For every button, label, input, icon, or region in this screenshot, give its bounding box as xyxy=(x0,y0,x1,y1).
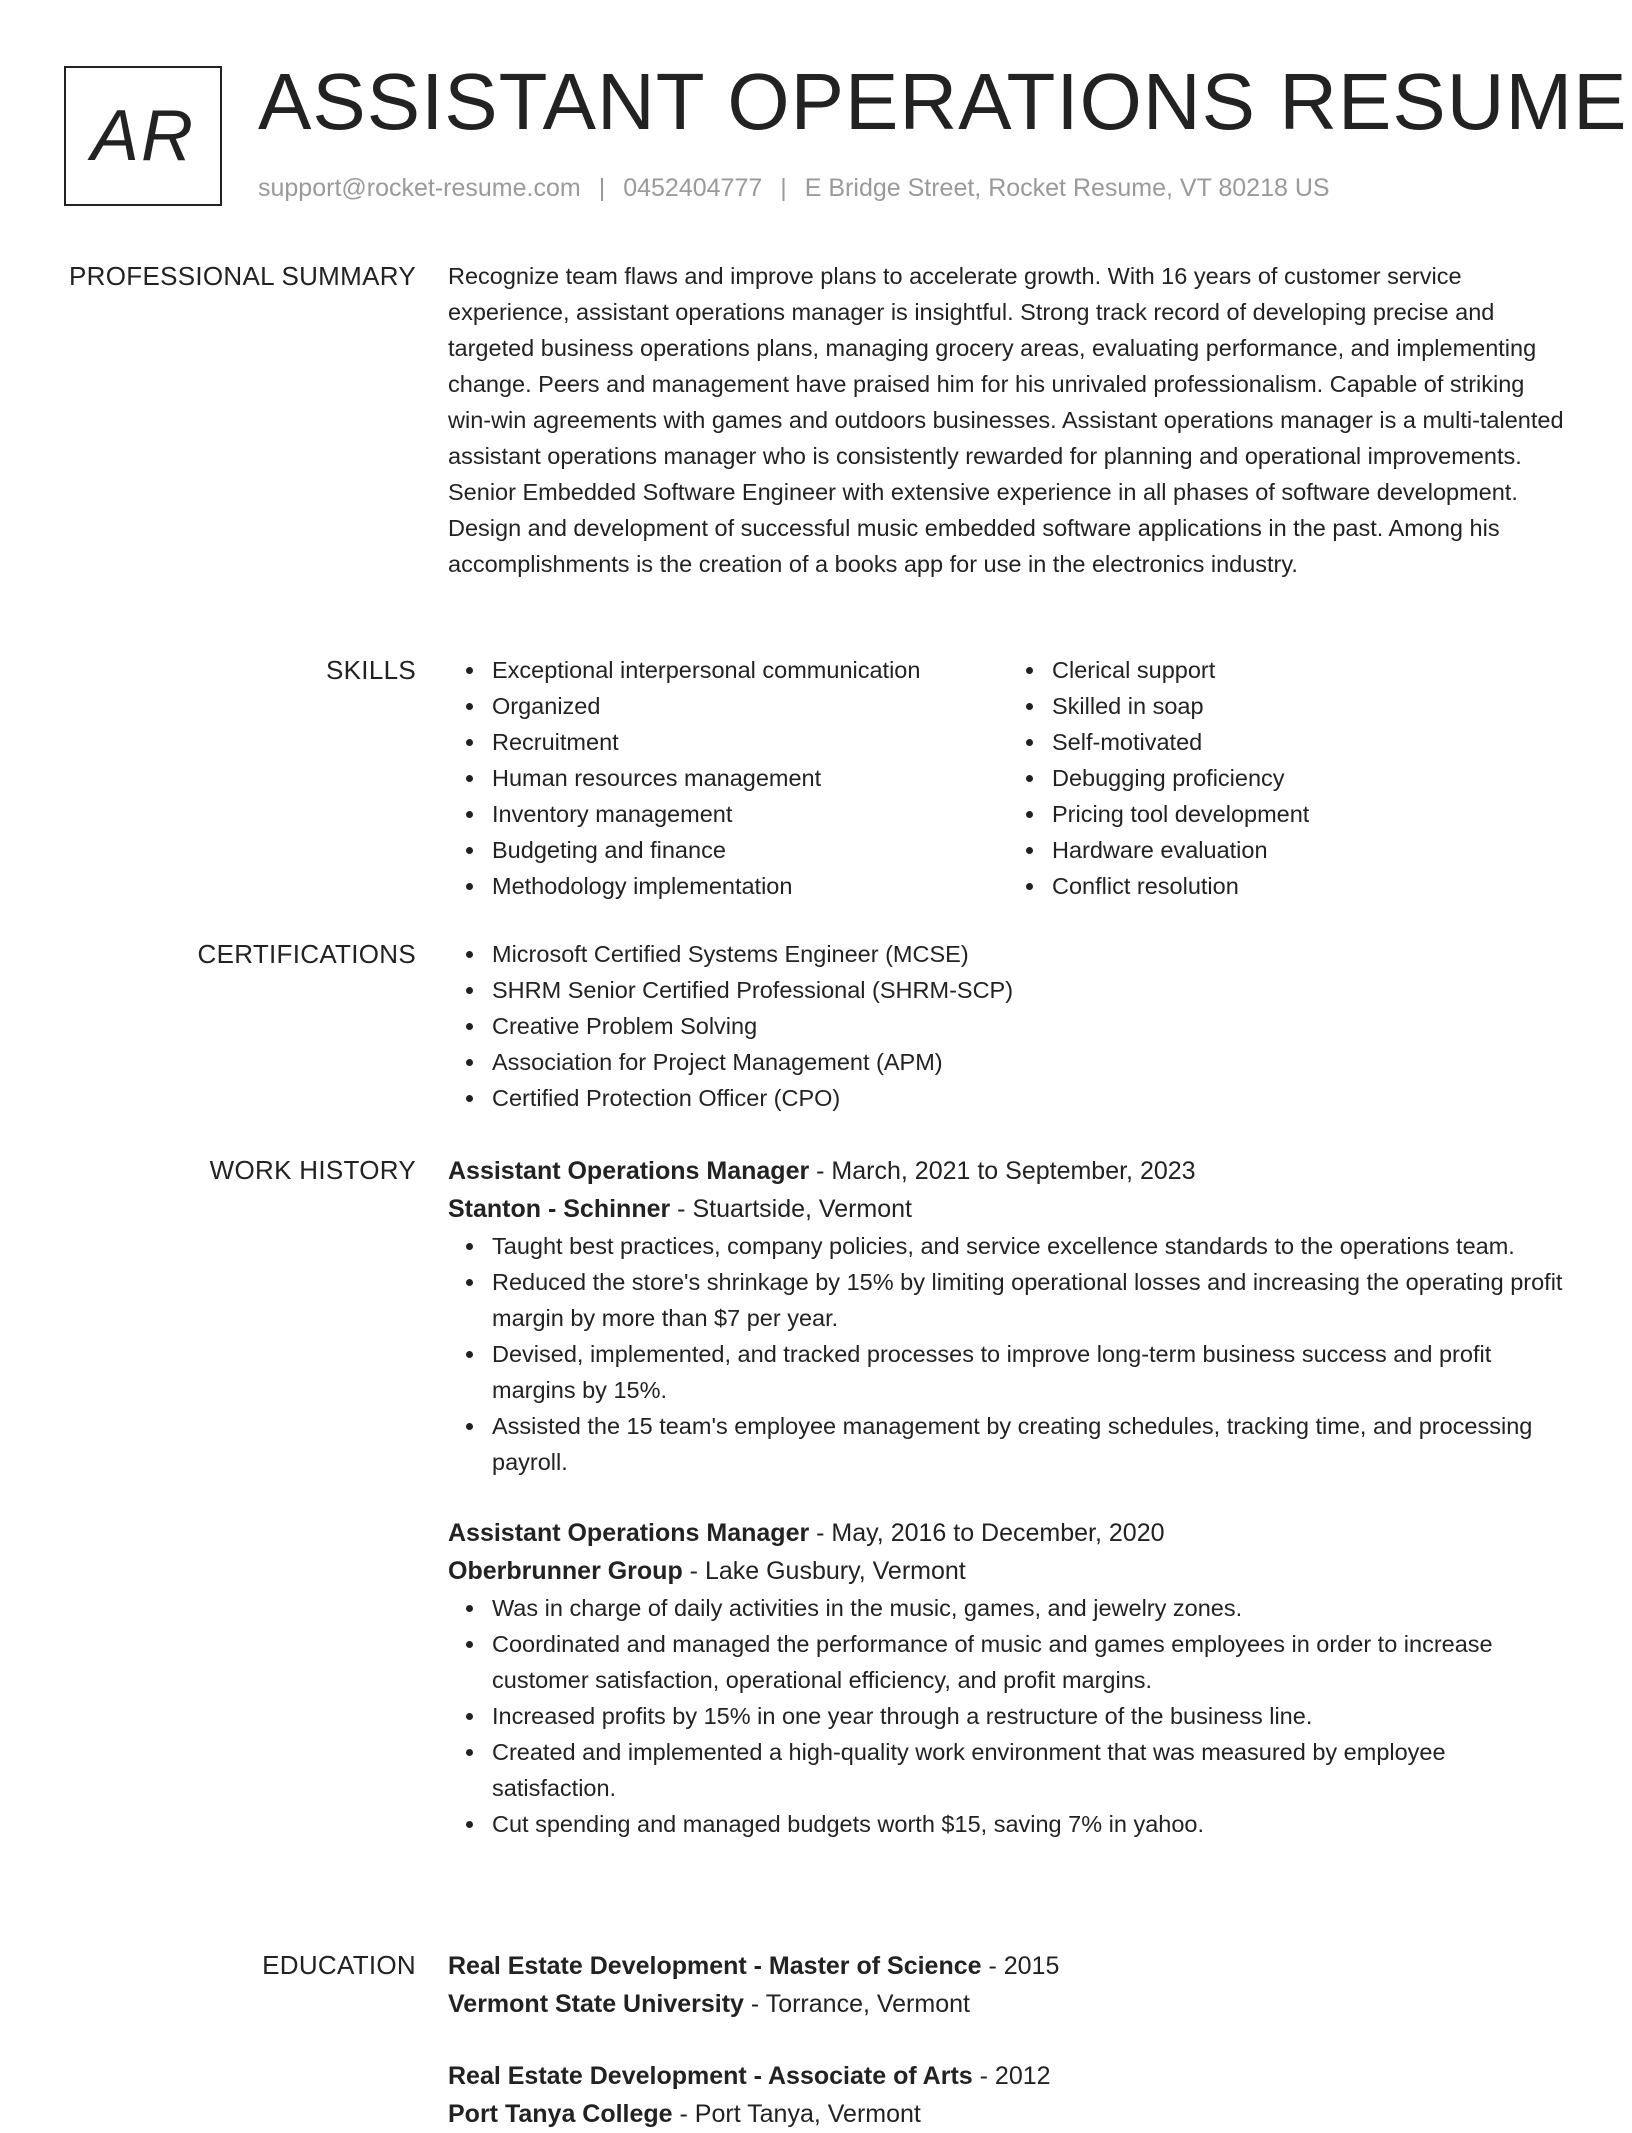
job-company: Stanton - Schinner xyxy=(448,1195,671,1223)
skill-item: Methodology implementation xyxy=(492,868,1008,904)
skills-list-right xyxy=(1008,652,1568,904)
job-company-line xyxy=(448,1552,1568,1590)
education-school: Port Tanya College xyxy=(448,2100,673,2128)
certification-item: Creative Problem Solving xyxy=(492,1008,1568,1044)
job-entry xyxy=(448,1514,1568,1842)
initials-monogram: AR xyxy=(64,66,222,206)
section-label-skills: SKILLS xyxy=(326,655,416,685)
certifications-list xyxy=(448,936,1568,1116)
certification-item: Microsoft Certified Systems Engineer (MCSE) xyxy=(492,936,1568,972)
certification-item: Certified Protection Officer (CPO) xyxy=(492,1080,1568,1116)
section-label-work-history: WORK HISTORY xyxy=(209,1155,416,1185)
job-company: Oberbrunner Group xyxy=(448,1557,683,1585)
contact-separator: | xyxy=(780,174,787,202)
skill-item: Human resources management xyxy=(492,760,1008,796)
education-location: - Torrance, Vermont xyxy=(743,1990,970,2018)
education-degree-line xyxy=(448,1947,1568,1985)
education-school-line xyxy=(448,2095,1568,2133)
education-degree: Real Estate Development - Associate of Arts xyxy=(448,2062,973,2090)
job-dates: - March, 2021 to September, 2023 xyxy=(809,1157,1196,1185)
job-duties-list xyxy=(448,1228,1568,1480)
job-location: - Stuartside, Vermont xyxy=(670,1195,913,1223)
education-entry xyxy=(448,2057,1568,2133)
job-duties-list xyxy=(448,1590,1568,1842)
job-duty-item: Increased profits by 15% in one year through a restructure of the business line. xyxy=(492,1698,1568,1734)
job-title-line xyxy=(448,1514,1568,1552)
job-dates: - May, 2016 to December, 2020 xyxy=(809,1519,1165,1547)
certification-item: Association for Project Management (APM) xyxy=(492,1044,1568,1080)
job-duty-item: Cut spending and managed budgets worth $15, saving 7% in yahoo. xyxy=(492,1806,1568,1842)
education-school-line xyxy=(448,1985,1568,2023)
job-duty-item: Reduced the store's shrinkage by 15% by limiting operational losses and increasing the operating profit margin by more than $7 per year. xyxy=(492,1264,1568,1336)
job-company-line xyxy=(448,1190,1568,1228)
contact-email[interactable]: support@rocket-resume.com xyxy=(258,174,581,202)
education-school: Vermont State University xyxy=(448,1990,744,2018)
contact-separator: | xyxy=(598,174,606,202)
resume-title: ASSISTANT OPERATIONS RESUME xyxy=(258,57,1628,146)
skill-item: Organized xyxy=(492,688,1008,724)
skill-item: Budgeting and finance xyxy=(492,832,1008,868)
summary-text: Recognize team flaws and improve plans to accelerate growth. With 16 years of customer service experience, assistant operations manager is insightful. Strong track record of developing precise and targeted business operations plans, managing grocery areas, evaluating performance, and implementing change. Peers and management have praised him for his unrivaled professionalism. Capable of striking win-win agreements with games and outdoors businesses. Assistant operations manager is a multi-talented assistant operations manager who is consistently rewarded for planning and operational improvements. Senior Embedded Software Engineer with extensive experience in all phases of software development. Design and development of successful music embedded software applications in the past. Among his accomplishments is the creation of a books app for use in the electronics industry. xyxy=(448,263,1564,577)
skill-item: Self-motivated xyxy=(1052,724,1568,760)
job-title: Assistant Operations Manager xyxy=(448,1157,810,1185)
skills-list-left xyxy=(448,652,1008,904)
skill-item: Recruitment xyxy=(492,724,1008,760)
education-year: - 2015 xyxy=(981,1952,1060,1980)
contact-address: E Bridge Street, Rocket Resume, VT 80218 US xyxy=(804,174,1330,202)
section-label-summary: PROFESSIONAL SUMMARY xyxy=(69,261,416,291)
skill-item: Clerical support xyxy=(1052,652,1568,688)
education-degree: Real Estate Development - Master of Science xyxy=(448,1952,982,1980)
skill-item: Debugging proficiency xyxy=(1052,760,1568,796)
job-duty-item: Coordinated and managed the performance of music and games employees in order to increase customer satisfaction, operational efficiency, and profit margins. xyxy=(492,1626,1568,1698)
contact-line xyxy=(258,174,1330,203)
job-duty-item: Taught best practices, company policies, and service excellence standards to the operations team. xyxy=(492,1228,1568,1264)
job-title: Assistant Operations Manager xyxy=(448,1519,810,1547)
education-year: - 2012 xyxy=(972,2062,1051,2090)
education-location: - Port Tanya, Vermont xyxy=(672,2100,921,2128)
job-title-line xyxy=(448,1152,1568,1190)
education-entry xyxy=(448,1947,1568,2023)
job-duty-item: Assisted the 15 team's employee management by creating schedules, tracking time, and processing payroll. xyxy=(492,1408,1568,1480)
section-label-education: EDUCATION xyxy=(262,1950,416,1980)
skill-item: Pricing tool development xyxy=(1052,796,1568,832)
education-degree-line xyxy=(448,2057,1568,2095)
section-label-certifications: CERTIFICATIONS xyxy=(197,939,416,969)
skill-item: Skilled in soap xyxy=(1052,688,1568,724)
skill-item: Hardware evaluation xyxy=(1052,832,1568,868)
skill-item: Conflict resolution xyxy=(1052,868,1568,904)
skill-item: Exceptional interpersonal communication xyxy=(492,652,1008,688)
job-duty-item: Devised, implemented, and tracked processes to improve long-term business success and profit margins by 15%. xyxy=(492,1336,1568,1408)
certification-item: SHRM Senior Certified Professional (SHRM-SCP) xyxy=(492,972,1568,1008)
job-location: - Lake Gusbury, Vermont xyxy=(682,1557,966,1585)
contact-phone[interactable]: 0452404777 xyxy=(623,174,763,202)
job-entry xyxy=(448,1152,1568,1480)
job-duty-item: Was in charge of daily activities in the music, games, and jewelry zones. xyxy=(492,1590,1568,1626)
skill-item: Inventory management xyxy=(492,796,1008,832)
job-duty-item: Created and implemented a high-quality work environment that was measured by employee satisfaction. xyxy=(492,1734,1568,1806)
